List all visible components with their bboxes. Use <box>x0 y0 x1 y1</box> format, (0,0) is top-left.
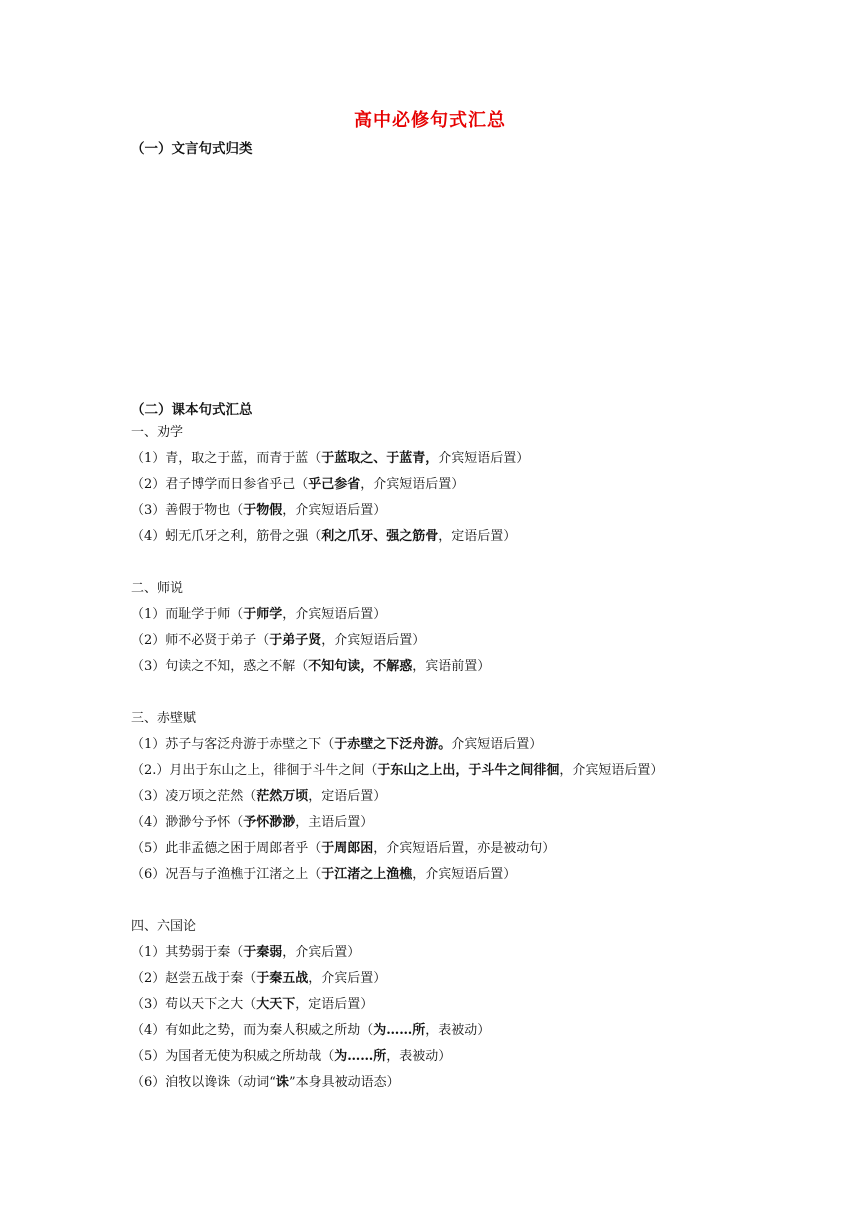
text-segment: （2）师不必贤于弟子（ <box>131 633 270 648</box>
text-segment: ，介宾短语后置） <box>360 477 465 492</box>
bold-rewrite: 乎己参省 <box>308 477 361 492</box>
document-title: 高中必修句式汇总 <box>354 110 506 131</box>
bold-rewrite: 于周郎困 <box>321 841 374 856</box>
sentence-item <box>131 788 831 814</box>
text-segment: 三、赤壁赋 <box>131 711 197 726</box>
text-segment: （3）凌万顷之茫然（ <box>131 789 257 804</box>
sentence-item <box>131 762 831 788</box>
bold-rewrite: 于物假 <box>243 503 283 518</box>
bold-rewrite: 利之爪牙、强之筋骨 <box>321 529 439 544</box>
bold-rewrite: 于弟子贤 <box>269 633 322 648</box>
text-segment: （3）句读之不知，惑之不解（ <box>131 659 309 674</box>
text-segment: （2.）月出于东山之上，徘徊于斗牛之间（ <box>131 763 378 778</box>
section-heading <box>131 580 831 606</box>
text-segment: ，定语后置） <box>308 789 387 804</box>
text-segment: （3）善假于物也（ <box>131 503 244 518</box>
bold-rewrite: 为……所 <box>334 1049 387 1064</box>
text-segment: 二、师说 <box>131 581 184 596</box>
bold-rewrite: 大天下 <box>256 997 296 1012</box>
text-segment: ，定语后置） <box>438 529 517 544</box>
bold-rewrite: 于东山之上出，于斗牛之间徘徊 <box>377 763 560 778</box>
sentence-item <box>131 1074 831 1100</box>
sentence-list <box>131 424 831 1100</box>
blank-line <box>131 554 831 580</box>
text-segment: ，宾语前置） <box>412 659 491 674</box>
blank-line <box>131 892 831 918</box>
text-segment: ，介宾短语后置，亦是被动句） <box>373 841 556 856</box>
text-segment: （3）苟以天下之大（ <box>131 997 257 1012</box>
sentence-item <box>131 658 831 684</box>
bold-rewrite: 为……所 <box>373 1023 426 1038</box>
text-segment: ，表被动） <box>425 1023 491 1038</box>
text-segment: （1）其势弱于秦（ <box>131 945 244 960</box>
sentence-item <box>131 450 831 476</box>
bold-rewrite: 茫然万顷 <box>256 789 309 804</box>
section-heading <box>131 424 831 450</box>
sentence-item <box>131 736 831 762</box>
text-segment: （2）赵尝五战于秦（ <box>131 971 257 986</box>
sentence-item <box>131 476 831 502</box>
text-segment: （2）君子博学而日参省乎己（ <box>131 477 309 492</box>
sentence-item <box>131 502 831 528</box>
bold-rewrite: 诛 <box>275 1075 289 1090</box>
text-segment: （4）蚓无爪牙之利，筋骨之强（ <box>131 529 322 544</box>
text-segment: 一、劝学 <box>131 425 184 440</box>
sentence-item <box>131 840 831 866</box>
text-segment: 介宾短语后置） <box>438 451 530 466</box>
text-segment: ，介宾短语后置） <box>282 607 387 622</box>
text-segment: ，主语后置） <box>295 815 374 830</box>
text-segment: ，介宾后置） <box>308 971 387 986</box>
text-segment: ，表被动） <box>386 1049 452 1064</box>
section-heading <box>131 710 831 736</box>
heading-textbook-sentence-summary: （二）课本句式汇总 <box>131 402 253 418</box>
text-segment: （5）为国者无使为积威之所劫哉（ <box>131 1049 335 1064</box>
text-segment: ，介宾短语后置） <box>559 763 664 778</box>
section-heading <box>131 918 831 944</box>
bold-rewrite: 于师学 <box>243 607 283 622</box>
sentence-item <box>131 970 831 996</box>
text-segment: （4）有如此之势，而为秦人积威之所劫（ <box>131 1023 374 1038</box>
text-segment: （5）此非孟德之困于周郎者乎（ <box>131 841 322 856</box>
text-segment: 介宾短语后置） <box>451 737 543 752</box>
text-segment: ”本身具被动语态） <box>288 1075 400 1090</box>
sentence-item <box>131 1048 831 1074</box>
text-segment: （4）渺渺兮予怀（ <box>131 815 244 830</box>
heading-classical-sentence-types: （一）文言句式归类 <box>131 141 253 157</box>
text-segment: ，定语后置） <box>295 997 374 1012</box>
text-segment: ，介宾后置） <box>282 945 361 960</box>
blank-line <box>131 684 831 710</box>
text-segment: （1）青，取之于蓝，而青于蓝（ <box>131 451 322 466</box>
text-segment: （6）况吾与子渔樵于江渚之上（ <box>131 867 322 882</box>
text-segment: 四、六国论 <box>131 919 197 934</box>
text-segment: ，介宾短语后置） <box>282 503 387 518</box>
bold-rewrite: 于赤壁之下泛舟游。 <box>334 737 452 752</box>
sentence-item <box>131 528 831 554</box>
bold-rewrite: 于蓝取之、于蓝青， <box>321 451 439 466</box>
bold-rewrite: 于秦五战 <box>256 971 309 986</box>
bold-rewrite: 不知句读，不解惑 <box>308 659 413 674</box>
sentence-item <box>131 1022 831 1048</box>
sentence-item <box>131 866 831 892</box>
sentence-item <box>131 606 831 632</box>
sentence-item <box>131 996 831 1022</box>
text-segment: （6）洎牧以谗诛（动词“ <box>131 1075 276 1090</box>
text-segment: ，介宾短语后置） <box>412 867 517 882</box>
sentence-item <box>131 944 831 970</box>
text-segment: （1）而耻学于师（ <box>131 607 244 622</box>
bold-rewrite: 于江渚之上渔樵 <box>321 867 413 882</box>
bold-rewrite: 予怀渺渺 <box>243 815 296 830</box>
text-segment: （1）苏子与客泛舟游于赤壁之下（ <box>131 737 335 752</box>
text-segment: ，介宾短语后置） <box>321 633 426 648</box>
sentence-item <box>131 814 831 840</box>
bold-rewrite: 于秦弱 <box>243 945 283 960</box>
sentence-item <box>131 632 831 658</box>
